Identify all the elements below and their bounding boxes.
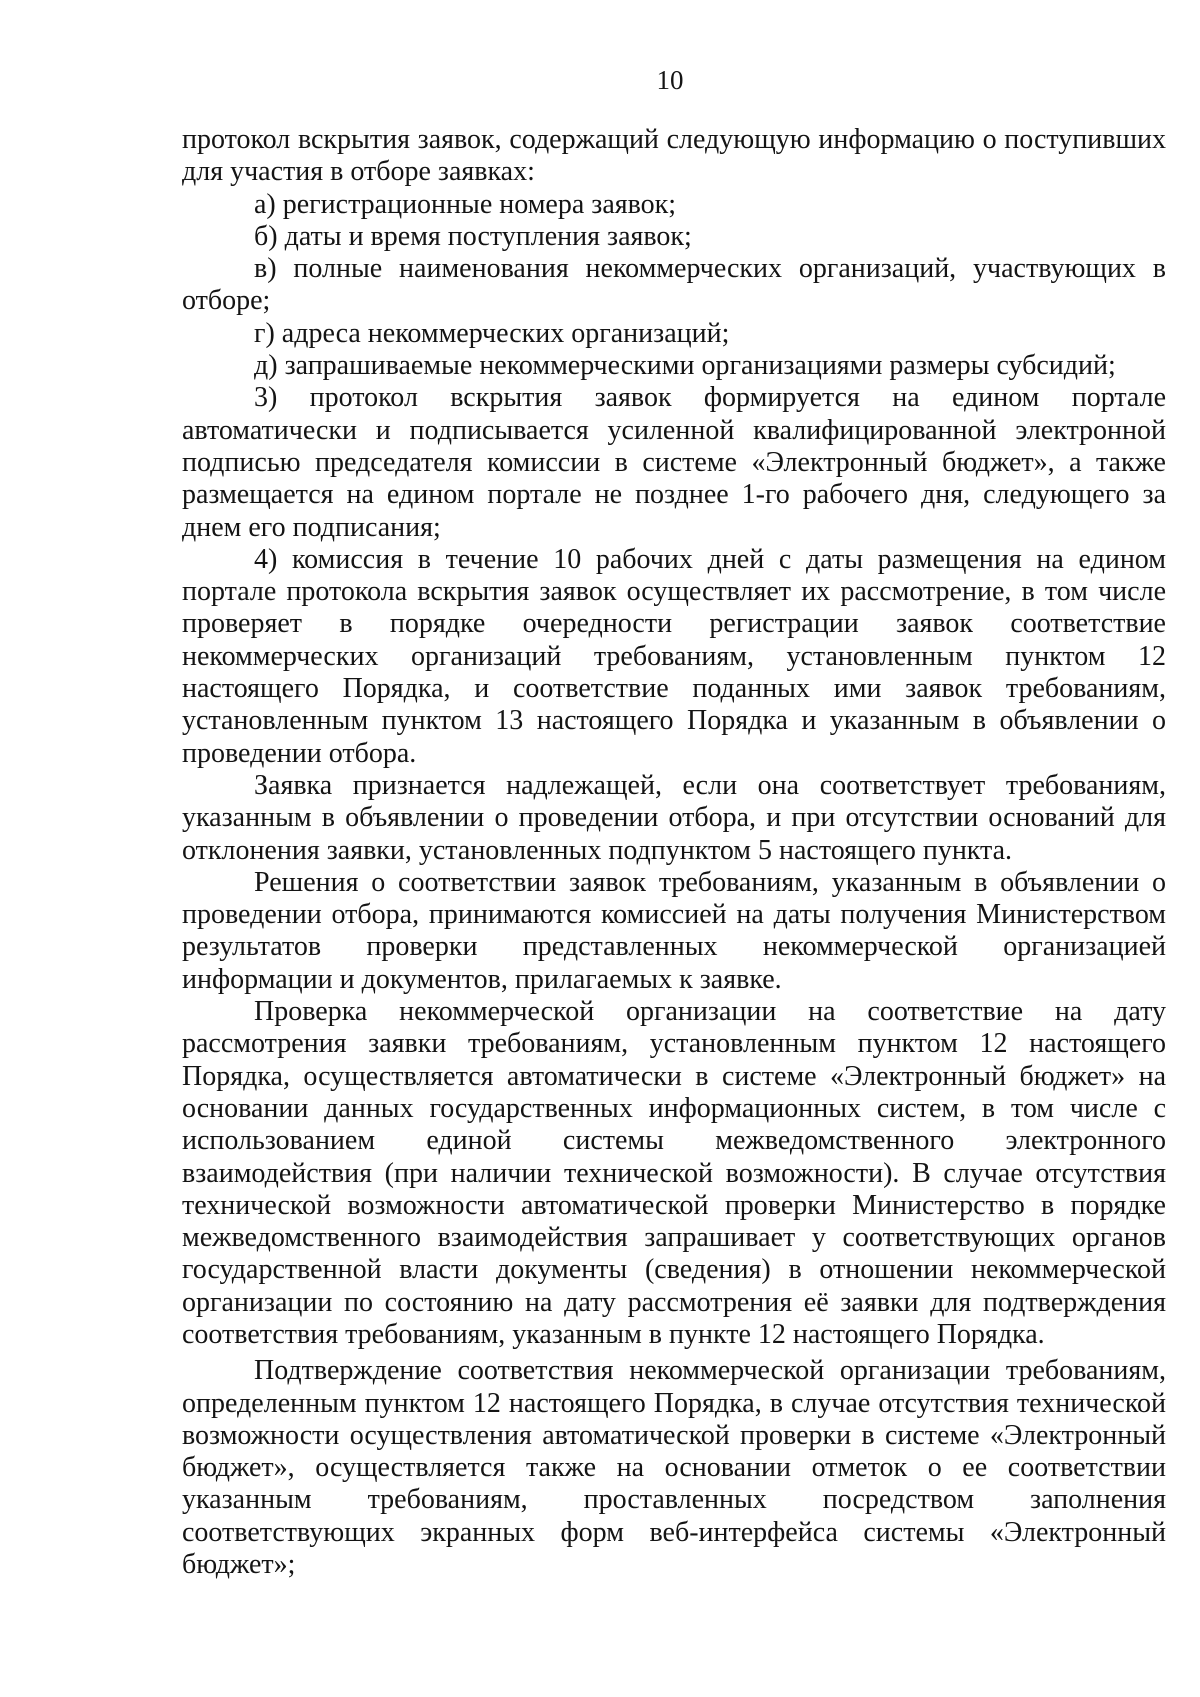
paragraph: протокол вскрытия заявок, содержащий следующую информацию о поступивших для участия в отборе заявках: bbox=[182, 124, 1166, 188]
list-item-a: а) регистрационные номера заявок; bbox=[254, 188, 677, 220]
list-item-g: г) адреса некоммерческих организаций; bbox=[254, 317, 730, 349]
list-item-b: б) даты и время поступления заявок; bbox=[254, 220, 692, 252]
paragraph-item-3: 3) протокол вскрытия заявок формируется на едином портале автоматически и подписывается усиленной квалифицированной электронной подписью председателя комиссии в системе «Электронный бюджет», а также размещается на едином портале не позднее 1-го рабочего дня, следующего за днем его подписания; bbox=[182, 382, 1166, 543]
paragraph-item-4: 4) комиссия в течение 10 рабочих дней с даты размещения на едином портале протокола вскрытия заявок осуществляет их рассмотрение, в том числе проверяет в порядке очередности регистрации заявок соответствие некоммерческих организаций требованиям, установленным пунктом 12 настоящего Порядка, и соответствие поданных ими заявок требованиям, установленным пунктом 13 настоящего Порядка и указанным в объявлении о проведении отбора. bbox=[182, 543, 1166, 769]
document-body bbox=[182, 124, 1166, 1581]
paragraph-verification: Проверка некоммерческой организации на соответствие на дату рассмотрения заявки требованиям, установленным пунктом 12 настоящего Порядка, осуществляется автоматически в системе «Электронный бюджет» на основании данных государственных информационных систем, в том числе с использованием единой системы межведомственного электронного взаимодействия (при наличии технической возможности). В случае отсутствия технической возможности автоматической проверки Министерство в порядке межведомственного взаимодействия запрашивает у соответствующих органов государственной власти документы (сведения) в отношении некоммерческой организации по состоянию на дату рассмотрения её заявки для подтверждения соответствия требованиям, указанным в пункте 12 настоящего Порядка. bbox=[182, 996, 1166, 1350]
paragraph-confirmation: Подтверждение соответствия некоммерческой организации требованиям, определенным пунктом 12 настоящего Порядка, в случае отсутствия технической возможности осуществления автоматической проверки в системе «Электронный бюджет», осуществляется также на основании отметок о ее соответствии указанным требованиям, проставленных посредством заполнения соответствующих экранных форм веб-интерфейса системы «Электронный бюджет»; bbox=[182, 1355, 1166, 1581]
paragraph-decisions: Решения о соответствии заявок требованиям, указанным в объявлении о проведении отбора, принимаются комиссией на даты получения Министерством результатов проверки представленных некоммерческой организацией информации и документов, прилагаемых к заявке. bbox=[182, 866, 1166, 995]
list-item-v: в) полные наименования некоммерческих организаций, участвующих в отборе; bbox=[182, 253, 1166, 317]
paragraph-application-valid: Заявка признается надлежащей, если она соответствует требованиям, указанным в объявлении о проведении отбора, и при отсутствии оснований для отклонения заявки, установленных подпунктом 5 настоящего пункта. bbox=[182, 769, 1166, 866]
list-item-d: д) запрашиваемые некоммерческими организациями размеры субсидий; bbox=[254, 350, 1116, 382]
page-number: 10 bbox=[656, 65, 684, 95]
